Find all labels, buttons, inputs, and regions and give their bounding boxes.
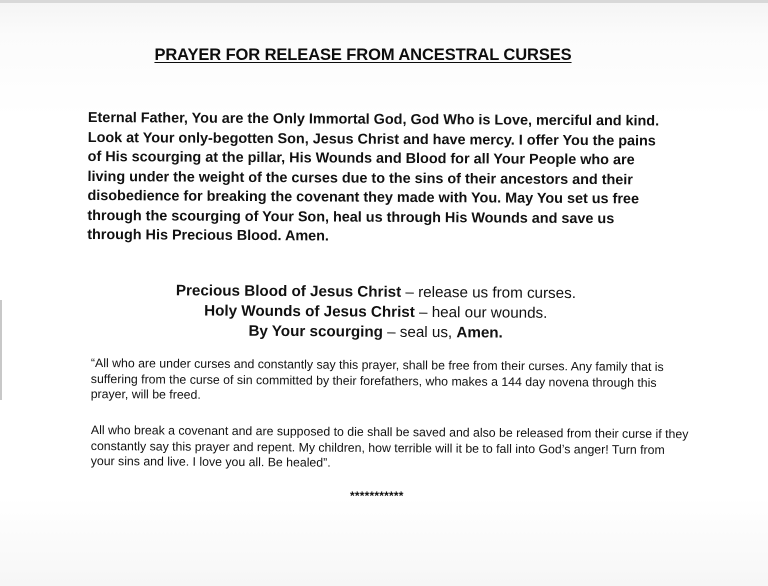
separator-stars: *********** bbox=[350, 489, 404, 503]
litany-line-3-bold: By Your scourging bbox=[248, 322, 384, 341]
litany-line-2 bbox=[140, 301, 612, 324]
page-title: PRAYER FOR RELEASE FROM ANCESTRAL CURSES bbox=[154, 46, 572, 64]
litany-line-2-text: – heal our wounds. bbox=[414, 303, 548, 322]
page-top-edge bbox=[0, 0, 768, 3]
promise-paragraph-1: “All who are under curses and constantly say this prayer, shall be free from their curses. Any family that is suffering from the curse of sin committed by their forefathers, who makes a 144 day novena through this prayer, will be freed. bbox=[90, 356, 664, 402]
litany-line-3-text: – seal us, bbox=[382, 323, 457, 342]
litany-line-3 bbox=[140, 321, 612, 344]
promise-paragraph-2: All who break a covenant and are supposed to die shall be saved and also be released from their curse if they constantly say this prayer and repent. My children, how terrible will it be to fall into God’s anger! Turn from your sins and live. I love you all. Be healed”. bbox=[90, 423, 689, 470]
litany-line-3-end: Amen. bbox=[456, 324, 503, 342]
litany-line-1-text: – release us from curses. bbox=[401, 283, 577, 303]
litany-line-1-bold: Precious Blood of Jesus Christ bbox=[175, 282, 402, 301]
litany-line-2-bold: Holy Wounds of Jesus Christ bbox=[204, 302, 415, 321]
litany-block bbox=[140, 281, 612, 344]
page-left-shadow bbox=[0, 300, 2, 400]
main-prayer-paragraph: Eternal Father, You are the Only Immortal God, God Who is Love, merciful and kind. Look at Your only-begotten Son, Jesus Christ and have mercy. I offer You the pains of His scourging at the pillar, His Wounds and Blood for all Your People who are living under the weight of the curses due to the sins of their ancestors and their disobedience for breaking the covenant they made with You. May You set us free through the scourging of Your Son, heal us through His Wounds and save us through His Precious Blood. Amen. bbox=[87, 109, 660, 245]
